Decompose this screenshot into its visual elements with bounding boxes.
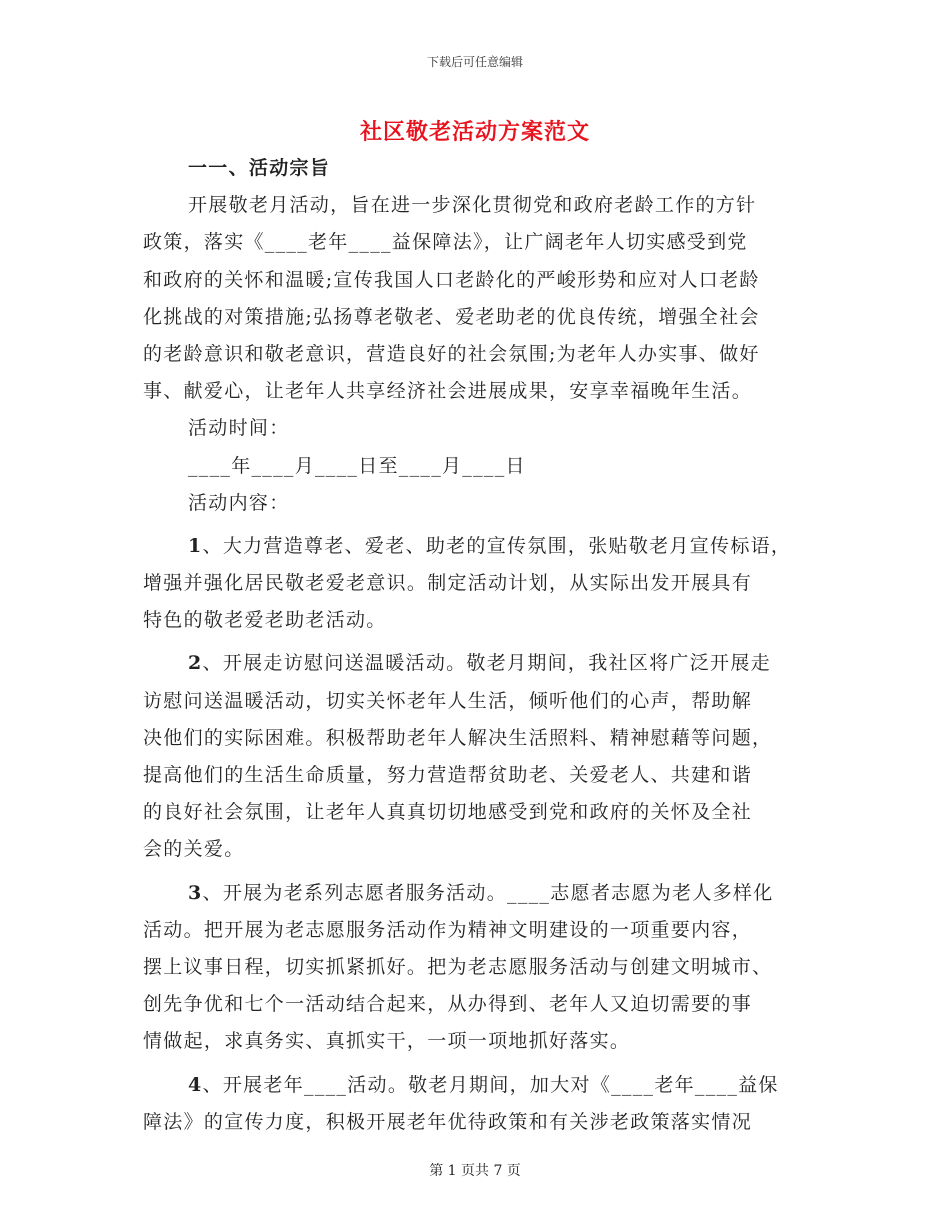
paragraph-line: 的老龄意识和敬老意识，营造良好的社会氛围;为老年人办实事、做好 [143, 342, 760, 365]
list-item-line: 障法》的宣传力度，积极开展老年优待政策和有关涉老政策落实情况 [143, 1110, 753, 1133]
list-item-2 [143, 645, 808, 868]
activity-time-label: 活动时间： [188, 417, 290, 440]
list-item-line: 决他们的实际困难。积极帮助老年人解决生活照料、精神慰藉等问题， [143, 726, 773, 749]
paragraph-line: 开展敬老月活动，旨在进一步深化贯彻党和政府老龄工作的方针 [188, 194, 757, 217]
list-item-line: 2、开展走访慰问送温暖活动。敬老月期间，我社区将广泛开展走 [188, 652, 771, 675]
list-item-3 [143, 875, 808, 1061]
document-body [143, 150, 808, 1141]
list-item-line: 的良好社会氛围，让老年人真真切切地感受到党和政府的关怀及全社 [143, 801, 753, 824]
list-item-line: 4、开展老年____活动。敬老月期间，加大对《____老年____益保 [188, 1073, 779, 1096]
list-item-line: 提高他们的生活生命质量，努力营造帮贫助老、关爱老人、共建和谐 [143, 764, 753, 786]
list-item-line: 增强并强化居民敬老爱老意识。制定活动计划，从实际出发开展具有 [143, 572, 753, 595]
activity-content-label: 活动内容： [188, 491, 290, 514]
paragraph-purpose [143, 187, 808, 410]
list-item-line: 活动。把开展为老志愿服务活动作为精神文明建设的一项重要内容， [143, 918, 753, 941]
page-header-note: 下载后可任意编辑 [426, 55, 523, 69]
list-item-1 [143, 528, 808, 640]
list-item-line: 创先争优和七个一活动结合起来，从办得到、老年人又迫切需要的事 [143, 993, 753, 1016]
list-item-line: 1、大力营造尊老、爱老、助老的宣传氛围，张贴敬老月宣传标语， [188, 534, 792, 557]
list-item-4 [143, 1067, 808, 1141]
list-item-number: 3 [188, 881, 203, 904]
list-item-line: 摆上议事日程，切实抓紧抓好。把为老志愿服务活动与创建文明城市、 [143, 955, 773, 978]
activity-time-value: ____年____月____日至____月____日 [188, 454, 526, 477]
list-item-number: 1 [188, 534, 203, 557]
list-item-line: 3、开展为老系列志愿者服务活动。____志愿者志愿为老人多样化 [188, 881, 774, 904]
list-item-line: 特色的敬老爱老助老活动。 [143, 609, 387, 632]
list-item-number: 4 [188, 1073, 203, 1096]
page-number: 第 1 页共 7 页 [429, 1163, 521, 1179]
list-item-line: 情做起，求真务实、真抓实干，一项一项地抓好落实。 [143, 1030, 631, 1053]
list-item-line: 会的关爱。 [143, 838, 245, 861]
paragraph-line: 和政府的关怀和温暖;宣传我国人口老龄化的严峻形势和应对人口老龄 [143, 268, 760, 291]
list-item-line: 访慰问送温暖活动，切实关怀老年人生活，倾听他们的心声，帮助解 [143, 689, 753, 712]
section-heading: 一一、活动宗旨 [188, 157, 331, 179]
paragraph-line: 政策，落实《____老年____益保障法》，让广阔老年人切实感受到党 [143, 231, 748, 254]
paragraph-line: 事、献爱心，让老年人共享经济社会进展成果，安享幸福晚年生活。 [143, 380, 753, 403]
list-item-number: 2 [188, 652, 203, 675]
document-title: 社区敬老活动方案范文 [359, 119, 590, 145]
paragraph-line: 化挑战的对策措施;弘扬尊老敬老、爱老助老的优良传统，增强全社会 [143, 305, 760, 328]
